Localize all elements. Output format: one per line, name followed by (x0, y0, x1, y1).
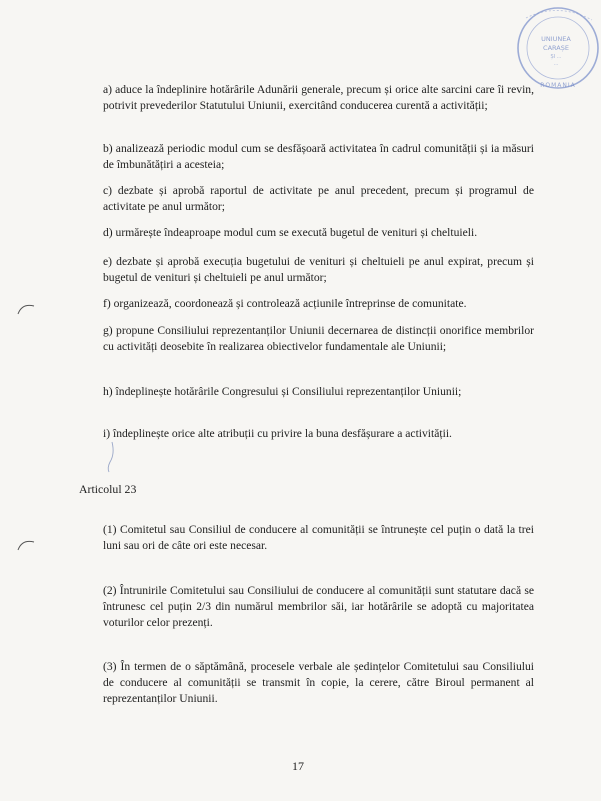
pen-stroke-mark (104, 440, 116, 474)
stamp-line-3: ȘI ... (550, 54, 562, 60)
margin-hole-mark-1 (16, 300, 38, 316)
article-paragraph-2: (2) Întrunirile Comitetului sau Consiliului de conducere al comunității sunt statutare dacă se întrunesc cel puțin 2/3 din numărul membrilor săi, iar hotărârile se adoptă cu majoritatea voturilor celor prezenți. (103, 584, 534, 629)
paragraph-b: b) analizează periodic modul cum se desfășoară activitatea în cadrul comunității și ia măsuri de îmbunătățiri a acesteia; (103, 142, 534, 171)
paragraph-e: e) dezbate și aprobă execuția bugetului de venituri și cheltuieli pe anul expirat, precum și bugetul de venituri și cheltuieli pe anul următor; (103, 255, 534, 284)
article-heading: Articolul 23 (79, 482, 137, 496)
paragraph-h: h) îndeplinește hotărârile Congresului și Consiliului reprezentanților Uniunii; (103, 385, 462, 398)
stamp-line-2: CARAȘE (543, 44, 569, 52)
paragraph-d: d) urmărește îndeaproape modul cum se execută bugetul de venituri și cheltuieli. (103, 226, 478, 239)
paragraph-g: g) propune Consiliului reprezentanților Uniunii decernarea de distincții onorifice membrilor cu activități deosebite în realizarea obiectivelor fundamentale ale Uniunii; (103, 324, 534, 353)
margin-hole-mark-2 (16, 536, 38, 552)
paragraph-f: f) organizează, coordonează și controlează acțiunile întreprinse de comunitate. (103, 297, 467, 310)
paragraph-a: a) aduce la îndeplinire hotărârile Adunării generale, precum și orice alte sarcini care îi revin, potrivit prevederilor Statutului Uniunii, exercitând conducerea curentă a activității; (103, 83, 534, 112)
stamp-line-5: ROMANIA (540, 82, 576, 89)
paragraph-i: i) îndeplinește orice alte atribuții cu privire la buna desfășurare a activității. (103, 427, 452, 440)
article-paragraph-1: (1) Comitetul sau Consiliul de conducere al comunității se întrunește cel puțin o dată la trei luni sau ori de câte ori este necesar. (103, 523, 534, 552)
article-paragraph-3: (3) În termen de o săptămână, procesele verbale ale ședințelor Comitetului sau Consiliului de conducere al comunității se transmit în copie, la cerere, către Biroul permanent al reprezentanților Uniunii. (103, 660, 534, 705)
stamp-line-4: ... (553, 61, 559, 67)
paragraph-c: c) dezbate și aprobă raportul de activitate pe anul precedent, precum și programul de activitate pe anul următor; (103, 184, 534, 213)
stamp-line-1: UNIUNEA (541, 35, 571, 43)
page-number: 17 (292, 759, 304, 773)
